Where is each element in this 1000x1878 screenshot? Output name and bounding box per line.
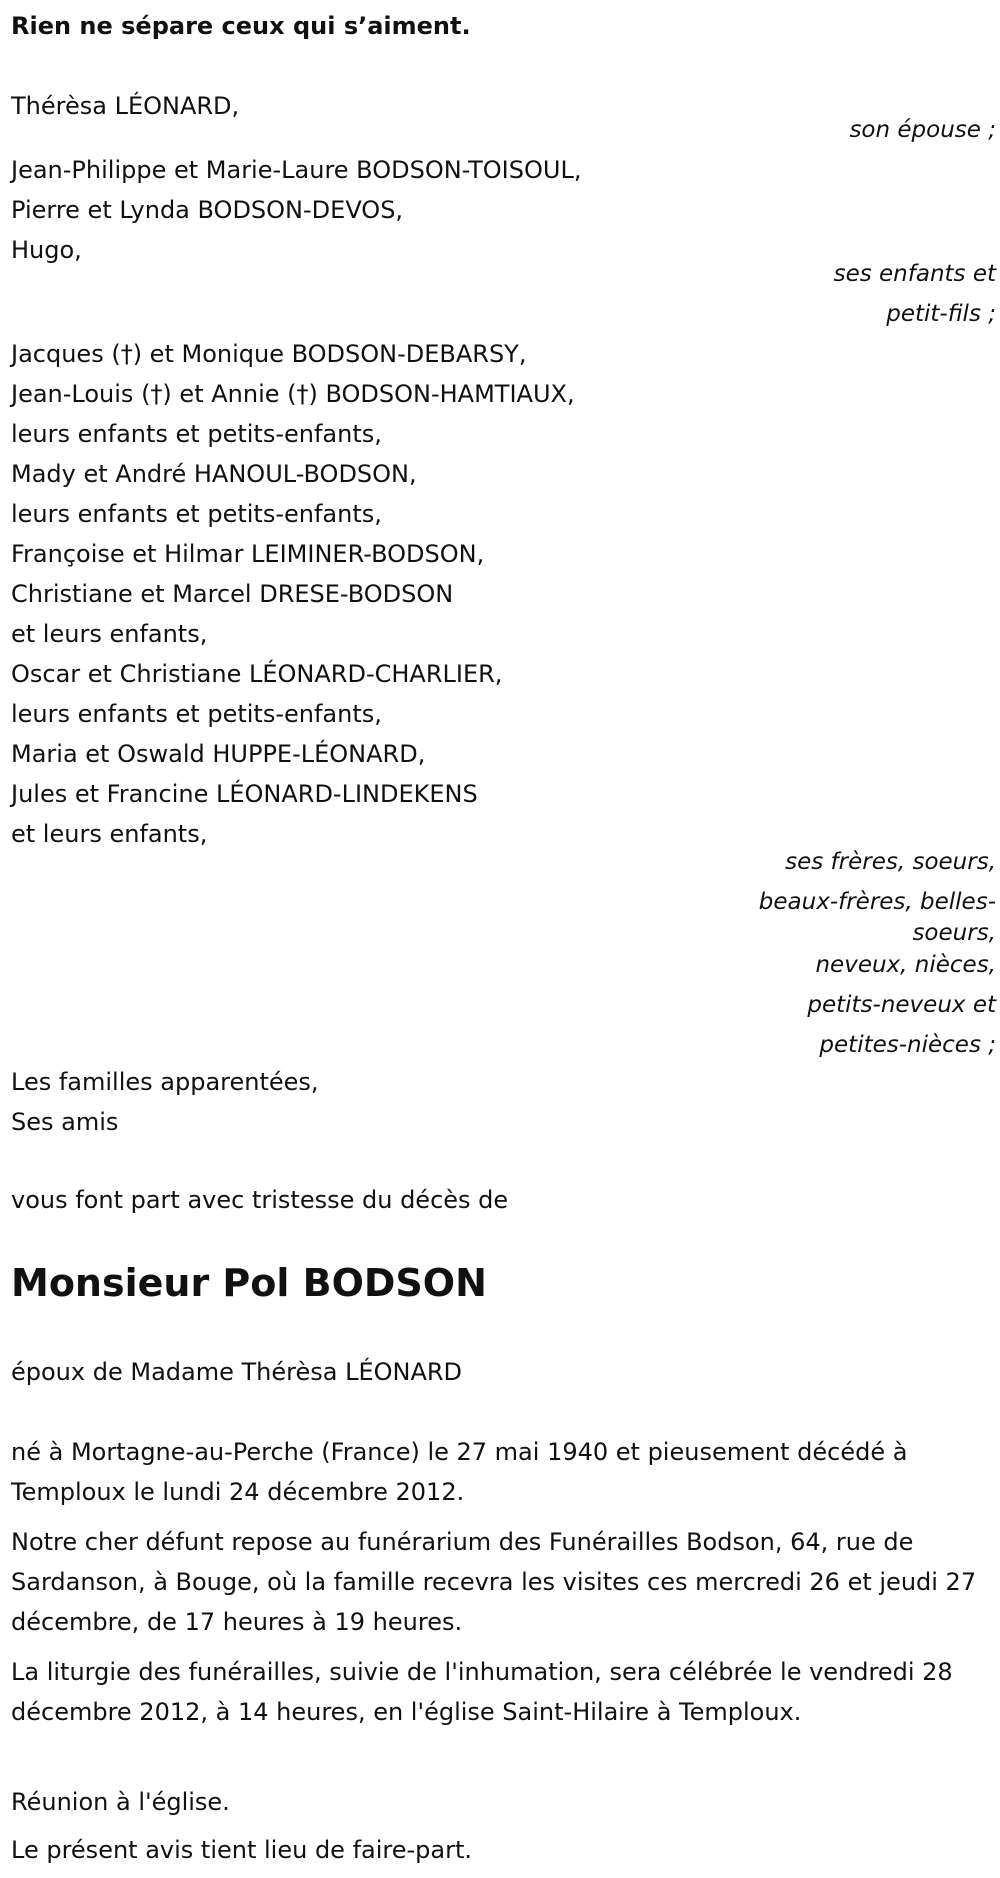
name-line: Jean-Louis (†) et Annie (†) BODSON-HAMTIAUX, — [11, 380, 575, 408]
name-line: leurs enfants et petits-enfants, — [11, 500, 382, 528]
spouse-names — [11, 86, 239, 126]
role-line: soeurs, — [912, 920, 996, 946]
name-line: Françoise et Hilmar LEIMINER-BODSON, — [11, 540, 485, 568]
meeting-paragraph: Réunion à l'église. — [11, 1788, 230, 1816]
name-line: Thérèsa LÉONARD, — [11, 92, 240, 120]
motto: Rien ne sépare ceux qui s’aiment. — [11, 12, 471, 40]
name-line: Christiane et Marcel DRESE-BODSON — [11, 580, 454, 608]
name-line: et leurs enfants, — [11, 620, 208, 648]
children-role — [696, 254, 996, 334]
notice-paragraph: Le présent avis tient lieu de faire-part. — [11, 1836, 473, 1864]
deceased-name: Monsieur Pol BODSON — [11, 1261, 487, 1305]
others-names — [11, 1062, 319, 1142]
role-line: petit-fils ; — [886, 301, 996, 327]
name-line: Jules et Francine LÉONARD-LINDEKENS — [11, 780, 478, 808]
role-line: neveux, nièces, — [815, 952, 996, 978]
name-line: Maria et Oswald HUPPE-LÉONARD, — [11, 740, 426, 768]
siblings-role — [696, 842, 996, 944]
spouse-role — [696, 110, 996, 150]
role-line: ses frères, soeurs, — [785, 849, 996, 875]
name-line: Jean-Philippe et Marie-Laure BODSON-TOISOUL, — [11, 156, 582, 184]
role-line: son épouse ; — [849, 117, 996, 143]
role-line: ses enfants et — [833, 261, 996, 287]
name-line: Oscar et Christiane LÉONARD-CHARLIER, — [11, 660, 503, 688]
name-line: Jacques (†) et Monique BODSON-DEBARSY, — [11, 340, 527, 368]
visits-paragraph: Notre cher défunt repose au funérarium des Funérailles Bodson, 64, rue de Sardanson, à Bouge, où la famille recevra les visites ces mercredi 26 et jeudi 27 décembre, de 17 heures à 19 heures. — [11, 1528, 977, 1636]
liturgy-paragraph: La liturgie des funérailles, suivie de l'inhumation, sera célébrée le vendredi 28 décembre 2012, à 14 heures, en l'église Saint-Hilaire à Temploux. — [11, 1658, 953, 1726]
nephews-role — [696, 945, 996, 1065]
role-line: petites-nièces ; — [819, 1032, 996, 1058]
birth-death-paragraph: né à Mortagne-au-Perche (France) le 27 mai 1940 et pieusement décédé à Temploux le lundi 24 décembre 2012. — [11, 1438, 908, 1506]
spouse-line: époux de Madame Thérèsa LÉONARD — [11, 1358, 463, 1386]
intro-text: vous font part avec tristesse du décès de — [11, 1186, 509, 1214]
name-line: Pierre et Lynda BODSON-DEVOS, — [11, 196, 404, 224]
name-line: Les familles apparentées, — [11, 1068, 319, 1096]
siblings-names — [11, 334, 575, 854]
name-line: Mady et André HANOUL-BODSON, — [11, 460, 417, 488]
name-line: et leurs enfants, — [11, 820, 208, 848]
children-names — [11, 150, 581, 270]
name-line: leurs enfants et petits-enfants, — [11, 420, 382, 448]
role-line: beaux-frères, belles- — [758, 889, 996, 915]
name-line: Hugo, — [11, 236, 82, 264]
name-line: Ses amis — [11, 1108, 119, 1136]
role-line: petits-neveux et — [807, 992, 996, 1018]
name-line: leurs enfants et petits-enfants, — [11, 700, 382, 728]
